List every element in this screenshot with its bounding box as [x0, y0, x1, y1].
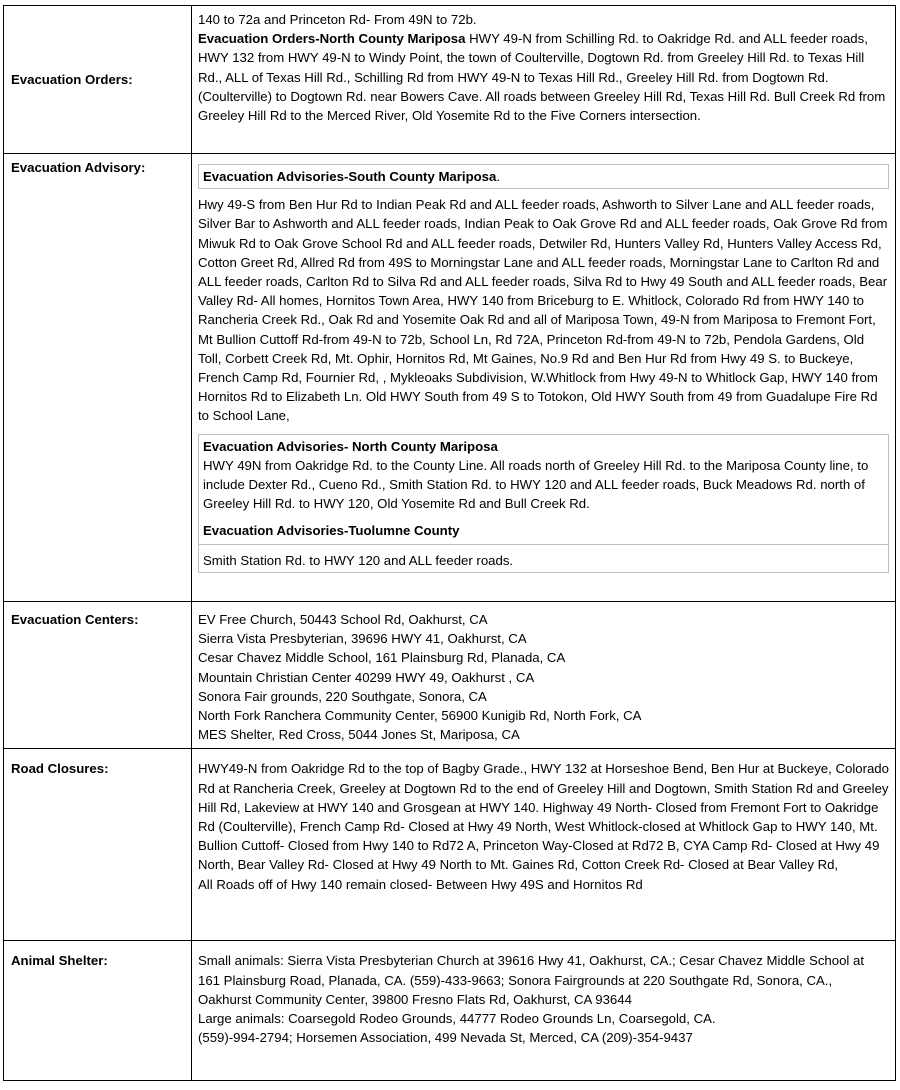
row-label-text: Evacuation Centers: — [11, 612, 139, 627]
table-row-evacuation-advisory — [4, 154, 896, 602]
row-label — [4, 154, 192, 602]
orders-heading: Evacuation Orders-North County Mariposa — [198, 31, 466, 47]
table-row-road-closures — [4, 749, 896, 941]
north-county-box — [198, 434, 889, 573]
small-animals-text: Small animals: Sierra Vista Presbyterian Church at 39616 Hwy 41, Oakhurst, CA.; Cesar Chavez Middle School at 161 Plainsburg Road, Planada, CA. (559)-433-9663; Sonora Fairgrounds at 220 Southgate Rd, Sonora, CA., Oakhurst Community Center, 39800 Fresno Flats Rd, Oakhurst, CA 93644 — [198, 953, 865, 1007]
north-county-heading: Evacuation Advisories- North County Mariposa — [203, 438, 498, 454]
list-item: Mountain Christian Center 40299 HWY 49, Oakhurst , CA — [198, 669, 535, 685]
orders-paragraph — [198, 31, 885, 123]
large-animals-contact: (559)-994-2794; Horsemen Association, 499 Nevada St, Merced, CA (209)-354-9437 — [198, 1030, 693, 1046]
row-content — [192, 941, 896, 1081]
row-content — [192, 154, 896, 602]
south-county-heading-box — [198, 164, 889, 189]
road-closures-body: HWY49-N from Oakridge Rd to the top of Bagby Grade., HWY 132 at Horseshoe Bend, Ben Hur at Buckeye, Colorado Rd at Rancheria Creek, Greeley at Dogtown Rd to the end of Greeley Hill and Dogtown, Smith Station Rd and Greeley Hill Rd, Lakeview at HWY 140 and Grosgean at HWY 140. Highway 49 North- Closed from Fremont Fort to Oakridge Rd (Coulterville), French Camp Rd- Closed at Hwy 49 North, West Whitlock-closed at Whitlock Gap to HWY 140, Mt. Bullion Cuttoff- Closed from Hwy 140 to Rd72 A, Princeton Way-Closed at Rd72 B, CYA Camp Rd- Closed at Hwy 49 North, Bear Valley Rd- Closed at Hwy 49 North to Mt. Gaines Rd, Cotton Creek Rd- Closed at Bear Valley Rd, — [198, 761, 889, 873]
road-closures-tail: All Roads off of Hwy 140 remain closed- Between Hwy 49S and Hornitos Rd — [198, 876, 643, 892]
row-label-text: Evacuation Orders: — [11, 71, 133, 87]
large-animals-text: Large animals: Coarsegold Rodeo Grounds, 44777 Rodeo Grounds Ln, Coarsegold, CA. — [198, 1011, 716, 1027]
row-content — [192, 602, 896, 749]
orders-body: HWY 49-N from Schilling Rd. to Oakridge Rd. and ALL feeder roads, HWY 132 from HWY 49-N to Windy Point, the town of Coulterville, Dogtown Rd. from Greeley Hill Rd. to Texas Hill Rd., ALL of Texas Hill Rd., Schilling Rd from HWY 49-N to Texas Hill Rd., Greeley Hill Rd. from Dogtown Rd. (Coulterville) to Dogtown Rd. near Bowers Cave. All roads between Greeley Hill Rd, Texas Hill Rd. Bull Creek Rd from Greeley Hill Rd to the Merced River, Old Yosemite Rd to the Five Corners intersection. — [198, 31, 886, 124]
row-label — [4, 749, 192, 941]
table-row-evacuation-centers — [4, 602, 896, 749]
tuolumne-heading: Evacuation Advisories-Tuolumne County — [199, 519, 888, 544]
row-label — [4, 941, 192, 1081]
evacuation-info-table — [3, 5, 896, 1081]
list-item: Sierra Vista Presbyterian, 39696 HWY 41, Oakhurst, CA — [198, 631, 527, 647]
row-content — [192, 749, 896, 941]
list-item: Sonora Fair grounds, 220 Southgate, Sonora, CA — [198, 688, 487, 704]
row-label-text: Road Closures: — [11, 761, 109, 777]
row-label-text: Animal Shelter: — [11, 953, 108, 969]
list-item: EV Free Church, 50443 School Rd, Oakhurst, CA — [198, 612, 488, 627]
table-row-animal-shelter — [4, 941, 896, 1081]
south-county-heading: Evacuation Advisories-South County Mariposa. — [203, 169, 501, 184]
row-label-text: Evacuation Advisory: — [11, 160, 146, 175]
list-item: North Fork Ranchera Community Center, 56900 Kunigib Rd, North Fork, CA — [198, 708, 642, 724]
row-label — [4, 602, 192, 749]
table-row-evacuation-orders — [4, 6, 896, 154]
list-item: Cesar Chavez Middle School, 161 Plainsburg Rd, Planada, CA — [198, 650, 566, 666]
row-label — [4, 6, 192, 154]
south-county-body: Hwy 49-S from Ben Hur Rd to Indian Peak Rd and ALL feeder roads, Ashworth to Silver Lane and ALL feeder roads, Silver Bar to Ashworth and ALL feeder roads, Indian Peak to Oak Grove Rd and ALL feeder roads, Oak Grove Rd from Miwuk Rd to Oak Grove School Rd and ALL feeder roads, Detwiler Rd, Hunters Valley Rd, Hunters Valley Access Rd, Cotton Greet Rd, Allred Rd from 49S to Morningstar Lane and ALL feeder roads, Morningstar Lane to Carlton Rd and ALL feeder roads, Carlton Rd to Silva Rd and ALL feeder roads, Silva Rd to Hwy 49 South and ALL feeder roads, Bear Valley Rd- All homes, Hornitos Town Area, HWY 140 from Briceburg to E. Whitlock, Colorado Rd from HWY 140 to Rancheria Creek Rd., Oak Rd and Yosemite Oak Rd and all of Mariposa Town, 49-N from Mariposa to Fremont Fort, Mt Bullion Cuttoff Rd-from 49-N to 72b, School Ln, Rd 72A, Princeton Rd-from 49-N to 72b, Pendola Gardens, Old Toll, Corbett Creek Rd, Mt. Ophir, Hornitos Rd, Mt Gaines, No.9 Rd and Ben Hur Rd from Hwy 49 S. to Buckeye, French Camp Rd, Fournier Rd, , Mykleoaks Subdivision, W.Whitlock from Hwy 49-N to Whitlock Gap, HWY 140 from Hornitos Rd to Elizabeth Ln. Old HWY South from 49 S to Totokon, Old HWY South from 49 from Guadalupe Fire Rd to School Lane, — [198, 197, 888, 424]
orders-lead-text: 140 to 72a and Princeton Rd- From 49N to 72b. — [198, 12, 477, 27]
row-content — [192, 6, 896, 154]
list-item: MES Shelter, Red Cross, 5044 Jones St, Mariposa, CA — [198, 727, 520, 743]
tuolumne-body: Smith Station Rd. to HWY 120 and ALL feeder roads. — [199, 545, 888, 573]
north-county-body: HWY 49N from Oakridge Rd. to the County Line. All roads north of Greeley Hill Rd. to the Mariposa County line, to include Dexter Rd., Cueno Rd., Smith Station Rd. to HWY 120 and ALL feeder roads, Buck Meadows Rd. north of Greeley Hill Rd. to HWY 120, Old Yosemite Rd and Bull Creek Rd. — [203, 457, 869, 512]
